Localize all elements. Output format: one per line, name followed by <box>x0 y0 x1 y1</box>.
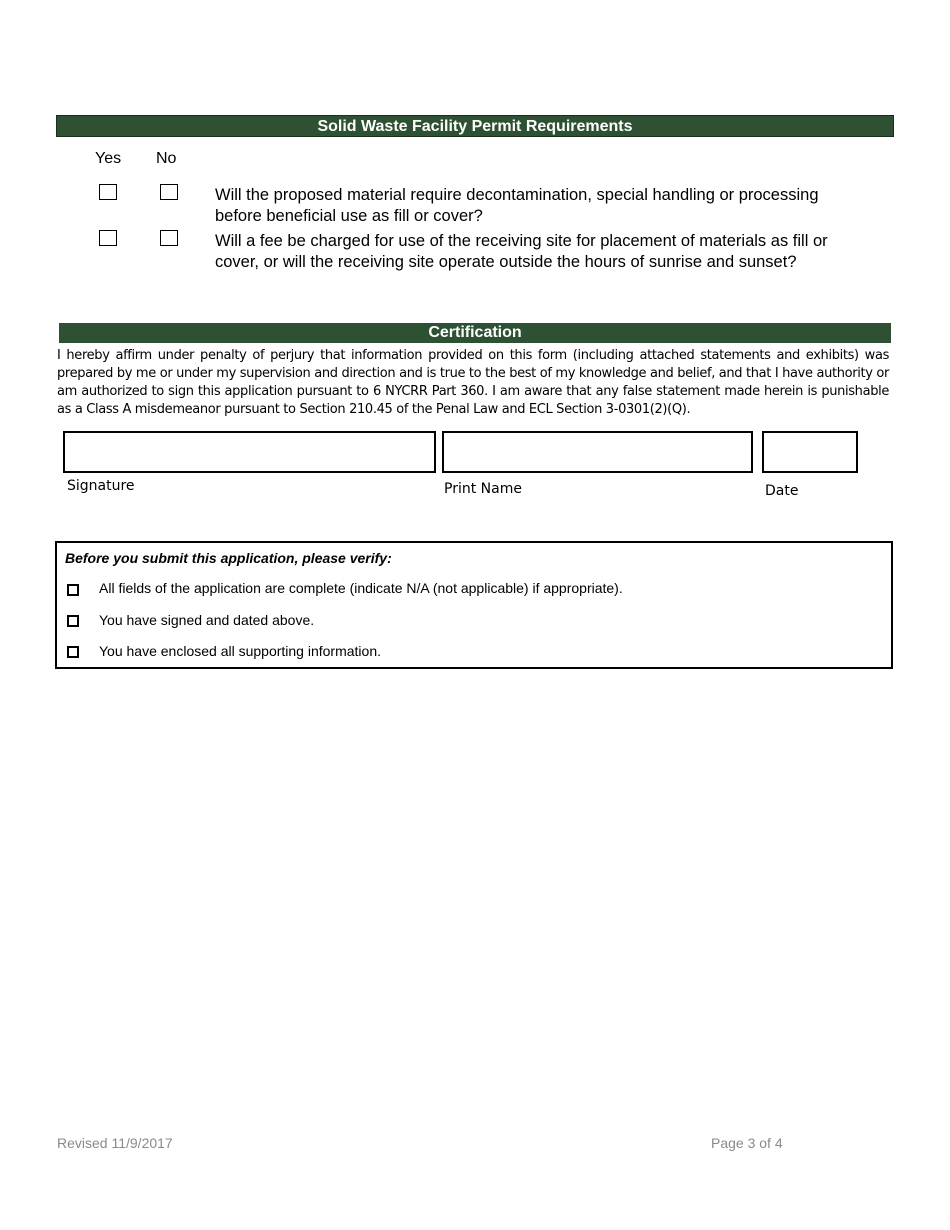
certification-header <box>59 323 891 343</box>
verify-item-2: You have signed and dated above. <box>99 612 315 628</box>
verify-enclosed-checkbox[interactable] <box>67 646 79 658</box>
page-number: Page 3 of 4 <box>711 1135 783 1151</box>
question-1-line-1: Will the proposed material require decontamination, special handling or processing <box>215 186 819 204</box>
permit-requirements-title: Solid Waste Facility Permit Requirements <box>317 118 633 135</box>
question-2-no-checkbox[interactable] <box>160 230 178 246</box>
verify-signed-checkbox[interactable] <box>67 615 79 627</box>
verify-fields-complete-checkbox[interactable] <box>67 584 79 596</box>
permit-requirements-header <box>56 115 894 137</box>
question-2-yes-checkbox[interactable] <box>99 230 117 246</box>
revision-date: Revised 11/9/2017 <box>57 1135 173 1151</box>
yes-column-label: Yes <box>95 150 122 167</box>
question-1-no-checkbox[interactable] <box>160 184 178 200</box>
print-name-label: Print Name <box>444 481 522 497</box>
question-2-line-2: cover, or will the receiving site operate outside the hours of sunrise and sunset? <box>215 253 797 271</box>
question-1-line-2: before beneficial use as fill or cover? <box>215 207 483 225</box>
question-1-text <box>215 185 865 227</box>
print-name-field[interactable] <box>442 431 753 473</box>
date-label: Date <box>765 483 799 499</box>
verify-item-3: You have enclosed all supporting information. <box>99 643 382 659</box>
signature-field[interactable] <box>63 431 436 473</box>
question-2-text <box>215 231 865 273</box>
date-field[interactable] <box>762 431 858 473</box>
no-column-label: No <box>156 150 177 167</box>
question-1-yes-checkbox[interactable] <box>99 184 117 200</box>
question-2-line-1: Will a fee be charged for use of the receiving site for placement of materials as fill or <box>215 232 828 250</box>
signature-label: Signature <box>67 478 135 494</box>
verification-heading: Before you submit this application, please verify: <box>65 550 392 566</box>
certification-title: Certification <box>428 324 522 341</box>
certification-statement: I hereby affirm under penalty of perjury that information provided on this form (including attached statements and exhibits) was prepared by me or under my supervision and direction and is true to the best of my knowledge and belief, and that I have authority or am authorized to sign this application pursuant to 6 NYCRR Part 360. I am aware that any false statement made herein is punishable as a Class A misdemeanor pursuant to Section 210.45 of the Penal Law and ECL Section 3-0301(2)(Q). <box>57 348 889 417</box>
verify-item-1: All fields of the application are complete (indicate N/A (not applicable) if appropriate). <box>99 580 623 596</box>
